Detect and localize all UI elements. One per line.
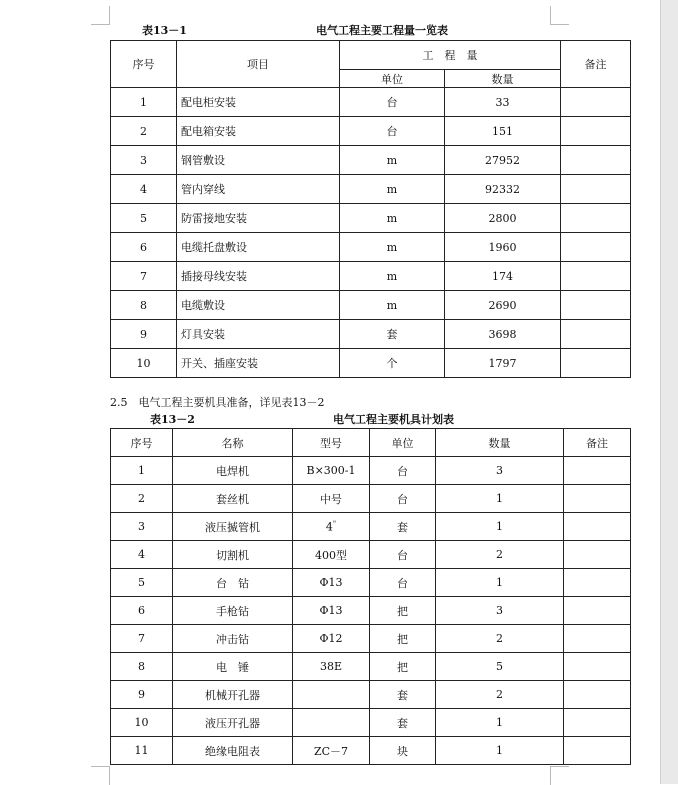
equipment-plan-table: [110, 428, 631, 765]
row-name: 绝缘电阻表: [173, 737, 293, 765]
table-row: [111, 291, 631, 320]
row-model-text: 38E: [319, 660, 343, 673]
row-item: 配电柜安装: [177, 88, 340, 117]
section-paragraph: 2.5 电气工程主要机具准备，详见表13－2: [110, 396, 325, 409]
row-remark: [564, 569, 631, 597]
row-unit: 台: [370, 457, 436, 485]
row-item: 防雷接地安装: [177, 204, 340, 233]
row-unit: m: [340, 146, 445, 175]
row-unit: 台: [370, 569, 436, 597]
row-model: [293, 653, 370, 681]
row-item: 电缆托盘敷设: [177, 233, 340, 262]
header-unit: 单位: [340, 70, 445, 88]
row-item: 配电箱安装: [177, 117, 340, 146]
row-remark: [564, 457, 631, 485]
row-no: 2: [111, 117, 177, 146]
row-model-text: 中号: [320, 492, 342, 506]
row-count: 92332: [445, 175, 561, 204]
row-no: 8: [111, 291, 177, 320]
row-remark: [561, 233, 631, 262]
row-no: 1: [111, 457, 173, 485]
table-row: [111, 175, 631, 204]
row-no: 3: [111, 513, 173, 541]
row-unit: m: [340, 291, 445, 320]
row-remark: [561, 146, 631, 175]
row-remark: [564, 653, 631, 681]
row-model: [293, 541, 370, 569]
row-model: [293, 457, 370, 485]
row-remark: [561, 88, 631, 117]
row-item: 电缆敷设: [177, 291, 340, 320]
row-item: 开关、插座安装: [177, 349, 340, 378]
row-unit: 把: [370, 625, 436, 653]
crop-mark-top-right: [550, 6, 569, 25]
row-model: [293, 597, 370, 625]
row-remark: [561, 349, 631, 378]
table-row: [111, 262, 631, 291]
row-model-text: B×300-1: [306, 464, 356, 477]
row-remark: [564, 597, 631, 625]
row-count: 1: [436, 569, 564, 597]
row-name: 套丝机: [173, 485, 293, 513]
row-model: [293, 513, 370, 541]
row-remark: [564, 681, 631, 709]
table-row: [111, 625, 631, 653]
row-item: 钢管敷设: [177, 146, 340, 175]
table-row: [111, 88, 631, 117]
row-unit: m: [340, 204, 445, 233]
crop-mark-bottom-left: [91, 766, 110, 785]
row-count: 2800: [445, 204, 561, 233]
crop-mark-top-left: [91, 6, 110, 25]
row-model-text: Φ13: [319, 604, 343, 617]
row-no: 6: [111, 597, 173, 625]
table-row: [111, 457, 631, 485]
row-remark: [564, 625, 631, 653]
row-model: [293, 737, 370, 765]
row-count: 3698: [445, 320, 561, 349]
row-no: 9: [111, 320, 177, 349]
table-row: [111, 117, 631, 146]
table-row: [111, 737, 631, 765]
table-row: [111, 233, 631, 262]
row-name: 液压揻管机: [173, 513, 293, 541]
table-row: [111, 513, 631, 541]
row-unit: 台: [340, 88, 445, 117]
row-count: 1: [436, 485, 564, 513]
row-model-text: 400型: [315, 548, 347, 562]
header-no: 序号: [111, 41, 177, 88]
row-count: 1: [436, 737, 564, 765]
row-item: 灯具安装: [177, 320, 340, 349]
row-unit: 把: [370, 653, 436, 681]
row-unit: 台: [340, 117, 445, 146]
row-count: 2690: [445, 291, 561, 320]
table-row: [111, 485, 631, 513]
row-count: 174: [445, 262, 561, 291]
row-count: 1797: [445, 349, 561, 378]
row-unit: 套: [370, 709, 436, 737]
row-model-text: Φ12: [319, 632, 343, 645]
header-name: 名称: [173, 429, 293, 457]
row-model: [293, 625, 370, 653]
row-unit: 套: [370, 681, 436, 709]
row-remark: [564, 541, 631, 569]
row-no: 10: [111, 709, 173, 737]
row-no: 3: [111, 146, 177, 175]
row-no: 8: [111, 653, 173, 681]
vertical-scrollbar[interactable]: [660, 0, 678, 784]
row-remark: [561, 291, 631, 320]
row-item: 插接母线安装: [177, 262, 340, 291]
table-row: [111, 349, 631, 378]
row-count: 33: [445, 88, 561, 117]
row-name: 电焊机: [173, 457, 293, 485]
row-remark: [564, 709, 631, 737]
engineering-quantity-table: [110, 40, 631, 378]
row-count: 2: [436, 541, 564, 569]
row-no: 6: [111, 233, 177, 262]
row-count: 1: [436, 709, 564, 737]
header-count: 数量: [436, 429, 564, 457]
row-unit: m: [340, 262, 445, 291]
row-no: 11: [111, 737, 173, 765]
row-count: 1960: [445, 233, 561, 262]
header-no: 序号: [111, 429, 173, 457]
row-no: 7: [111, 262, 177, 291]
table1-caption-number: 表13－1: [142, 24, 187, 37]
header-remark: 备注: [564, 429, 631, 457]
table-row: [111, 204, 631, 233]
row-item: 管内穿线: [177, 175, 340, 204]
table-row: [111, 681, 631, 709]
row-count: 1: [436, 513, 564, 541]
row-count: 151: [445, 117, 561, 146]
row-name: 台 钻: [173, 569, 293, 597]
row-unit: m: [340, 175, 445, 204]
header-remark: 备注: [561, 41, 631, 88]
row-unit: 台: [370, 541, 436, 569]
row-remark: [561, 175, 631, 204]
crop-mark-bottom-right: [550, 766, 569, 785]
row-no: 9: [111, 681, 173, 709]
row-model-superscript: ": [332, 519, 337, 528]
header-model: 型号: [293, 429, 370, 457]
row-remark: [561, 320, 631, 349]
row-unit: 台: [370, 485, 436, 513]
table-row: [111, 146, 631, 175]
row-model-text: ZC－7: [313, 744, 349, 758]
table-row: [111, 709, 631, 737]
row-unit: 套: [370, 513, 436, 541]
header-quantity-group: 工 程 量: [340, 41, 561, 70]
header-item: 项目: [177, 41, 340, 88]
header-unit: 单位: [370, 429, 436, 457]
row-count: 3: [436, 457, 564, 485]
row-no: 4: [111, 175, 177, 204]
table-row: [111, 597, 631, 625]
table-row: [111, 320, 631, 349]
table-row: [111, 541, 631, 569]
row-name: 机械开孔器: [173, 681, 293, 709]
row-remark: [561, 117, 631, 146]
row-count: 2: [436, 625, 564, 653]
row-count: 2: [436, 681, 564, 709]
row-model-text: 4: [325, 520, 333, 534]
table-row: [111, 569, 631, 597]
row-no: 4: [111, 541, 173, 569]
row-model: [293, 709, 370, 737]
row-count: 27952: [445, 146, 561, 175]
row-no: 10: [111, 349, 177, 378]
row-remark: [561, 262, 631, 291]
row-name: 电 锤: [173, 653, 293, 681]
row-count: 5: [436, 653, 564, 681]
row-unit: 把: [370, 597, 436, 625]
row-model: [293, 681, 370, 709]
row-no: 7: [111, 625, 173, 653]
row-unit: 块: [370, 737, 436, 765]
row-count: 3: [436, 597, 564, 625]
row-model: [293, 569, 370, 597]
header-count: 数量: [445, 70, 561, 88]
table2-caption-number: 表13－2: [150, 413, 195, 426]
row-unit: 套: [340, 320, 445, 349]
row-model-text: Φ13: [319, 576, 343, 589]
table-row: [111, 653, 631, 681]
row-unit: m: [340, 233, 445, 262]
row-model: [293, 485, 370, 513]
table1-caption-title: 电气工程主要工程量一览表: [316, 24, 448, 37]
row-name: 液压开孔器: [173, 709, 293, 737]
row-no: 1: [111, 88, 177, 117]
row-no: 2: [111, 485, 173, 513]
row-name: 冲击钻: [173, 625, 293, 653]
row-no: 5: [111, 569, 173, 597]
row-remark: [564, 485, 631, 513]
row-remark: [564, 513, 631, 541]
row-remark: [561, 204, 631, 233]
row-name: 切割机: [173, 541, 293, 569]
row-no: 5: [111, 204, 177, 233]
row-name: 手枪钻: [173, 597, 293, 625]
table2-caption-title: 电气工程主要机具计划表: [333, 413, 454, 426]
row-remark: [564, 737, 631, 765]
row-unit: 个: [340, 349, 445, 378]
